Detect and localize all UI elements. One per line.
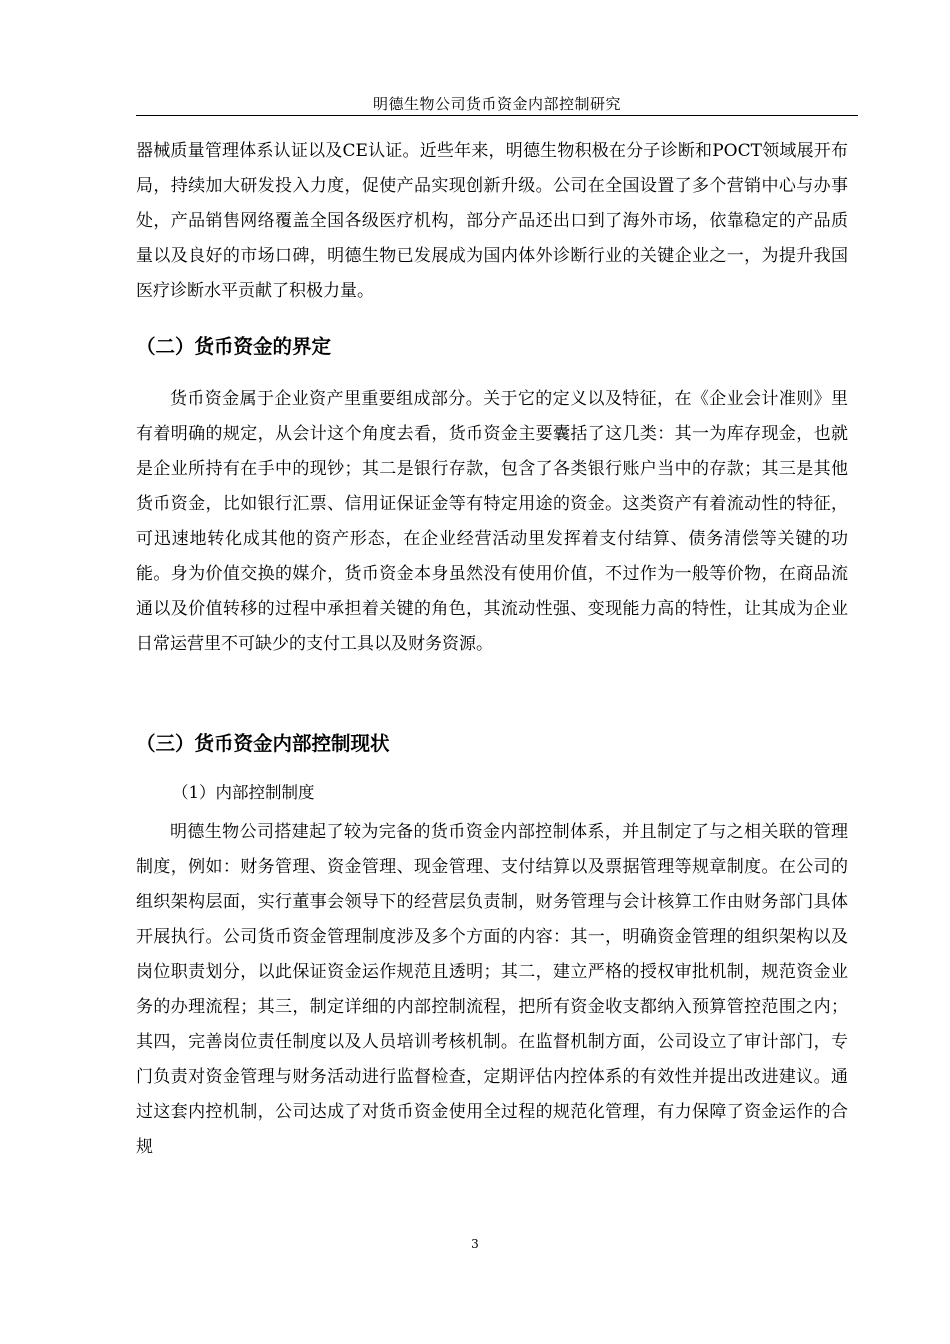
paragraph-internal-control-system: 明德生物公司搭建起了较为完备的货币资金内部控制体系，并且制定了与之相关联的管理制度，例如：财务管理、资金管理、现金管理、支付结算以及票据管理等规章制度。在公司的组织架构层面，实行董事会领导下的经营层负责制，财务管理与会计核算工作由财务部门具体开展执行。公司货币资金管理制度涉及多个方面的内容：其一，明确资金管理的组织架构以及岗位职责划分，以此保证资金运作规范且透明；其二，建立严格的授权审批机制，规范资金业务的办理流程；其三，制定详细的内部控制流程，把所有资金收支都纳入预算管控范围之内；其四，完善岗位责任制度以及人员培训考核机制。在监督机制方面，公司设立了审计部门，专门负责对资金管理与财务活动进行监督检查，定期评估内控体系的有效性并提出改进建议。通过这套内控机制，公司达成了对货币资金使用全过程的规范化管理，有力保障了资金运作的合规: [136, 822, 848, 1157]
page-number: 3: [471, 1237, 479, 1251]
paragraph-monetary-funds-definition: 货币资金属于企业资产里重要组成部分。关于它的定义以及特征，在《企业会计准则》里有着明确的规定，从会计这个角度去看，货币资金主要囊括了这几类：其一为库存现金，也就是企业所持有在手中的现钞；其二是银行存款，包含了各类银行账户当中的存款；其三是其他货币资金，比如银行汇票、信用证保证金等有特定用途的资金。这类资产有着流动性的特征，可迅速地转化成其他的资产形态，在企业经营活动里发挥着支付结算、债务清偿等关键的功能。身为价值交换的媒介，货币资金本身虽然没有使用价值，不过作为一般等价物，在商品流通以及价值转移的过程中承担着关键的角色，其流动性强、变现能力高的特性，让其成为企业日常运营里不可缺少的支付工具以及财务资源。: [136, 389, 848, 654]
paragraph-intro-continued: 器械质量管理体系认证以及CE认证。近些年来，明德生物积极在分子诊断和POCT领域展开布局，持续加大研发投入力度，促使产品实现创新升级。公司在全国设置了多个营销中心与办事处，产品销售网络覆盖全国各级医疗机构，部分产品还出口到了海外市场，依靠稳定的产品质量以及良好的市场口碑，明德生物已发展成为国内体外诊断行业的关键企业之一，为提升我国医疗诊断水平贡献了积极力量。: [136, 141, 848, 301]
subheading-internal-control-system: （1）内部控制制度: [172, 783, 315, 802]
header-divider: [136, 115, 858, 116]
section-heading-monetary-funds-definition: （二）货币资金的界定: [136, 335, 332, 358]
running-header: 明德生物公司货币资金内部控制研究: [372, 95, 621, 113]
section-heading-internal-control-status: （三）货币资金内部控制现状: [136, 732, 390, 755]
